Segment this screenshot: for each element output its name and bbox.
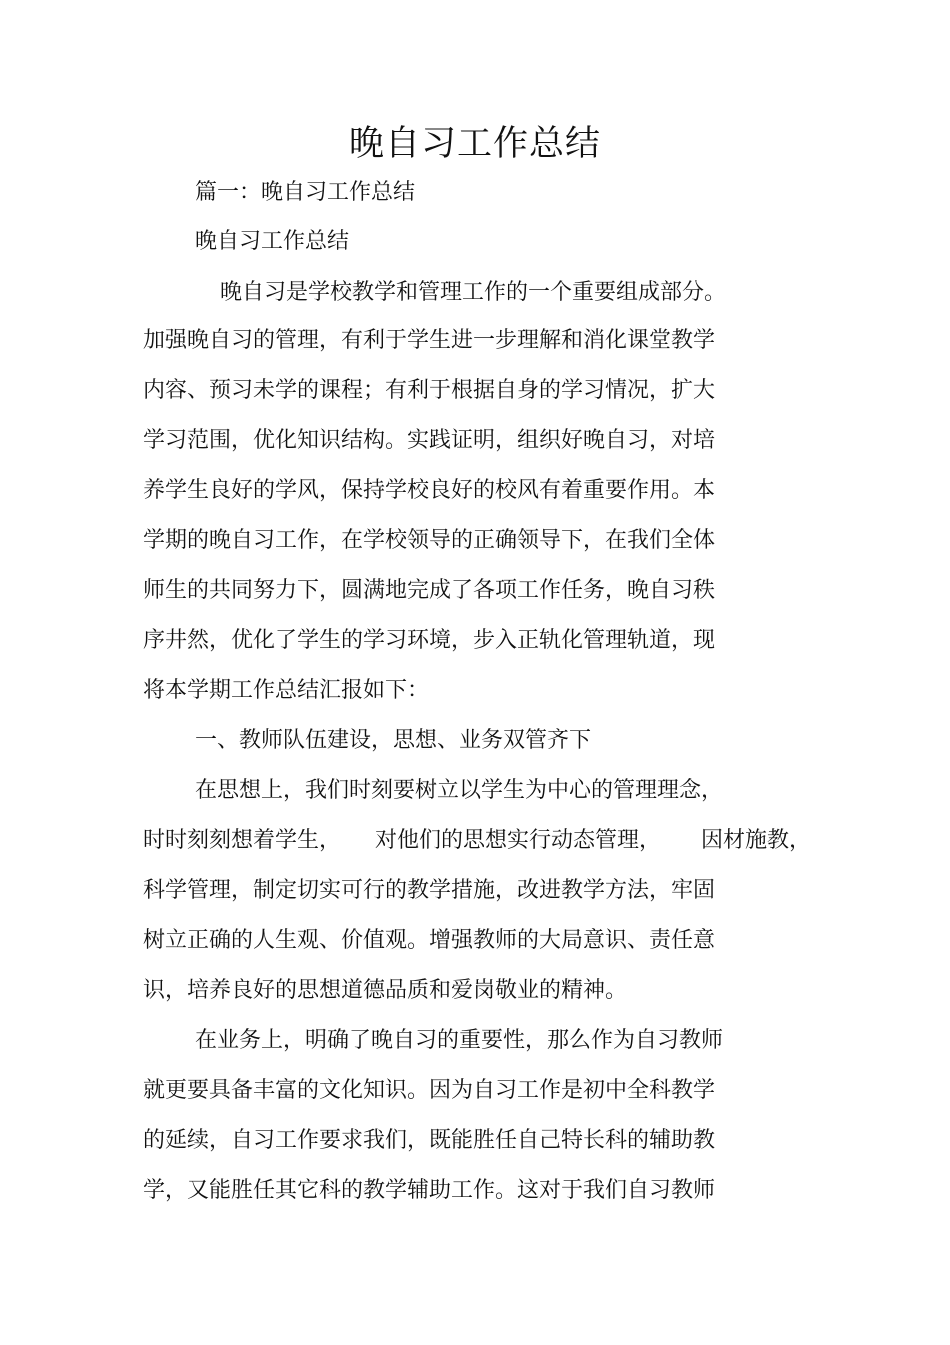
subtitle-line-2: 晚自习工作总结 [195, 229, 350, 254]
document-title: 晚自习工作总结 [348, 124, 601, 164]
paragraph-line: 学，又能胜任其它科的教学辅助工作。这对于我们自习教师 [143, 1178, 716, 1203]
section-heading: 一、教师队伍建设，思想、业务双管齐下 [195, 728, 592, 753]
paragraph-line: 养学生良好的学风，保持学校良好的校风有着重要作用。本 [143, 478, 716, 503]
paragraph-line-part: 对他们的思想实行动态管理， [375, 828, 662, 853]
paragraph-line-part: 时时刻刻想着学生， [143, 828, 342, 853]
paragraph-line: 就更要具备丰富的文化知识。因为自习工作是初中全科教学 [143, 1078, 716, 1103]
paragraph-line: 在思想上，我们时刻要树立以学生为中心的管理理念， [195, 778, 724, 803]
paragraph-line: 晚自习是学校教学和管理工作的一个重要组成部分。 [220, 280, 727, 305]
paragraph-line: 树立正确的人生观、价值观。增强教师的大局意识、责任意 [143, 928, 716, 953]
paragraph-line: 师生的共同努力下，圆满地完成了各项工作任务，晚自习秩 [143, 578, 716, 603]
paragraph-line: 识，培养良好的思想道德品质和爱岗敬业的精神。 [143, 978, 628, 1003]
paragraph-line: 在业务上，明确了晚自习的重要性，那么作为自习教师 [195, 1028, 724, 1053]
paragraph-line: 序井然，优化了学生的学习环境，步入正轨化管理轨道，现 [143, 628, 716, 653]
paragraph-line: 科学管理，制定切实可行的教学措施，改进教学方法，牢固 [143, 878, 716, 903]
subtitle-line-1: 篇一：晚自习工作总结 [195, 180, 416, 205]
paragraph-line: 加强晚自习的管理，有利于学生进一步理解和消化课堂教学 [143, 328, 716, 353]
paragraph-line-part: 因材施教， [701, 828, 812, 853]
paragraph-line: 学习范围，优化知识结构。实践证明，组织好晚自习，对培 [143, 428, 716, 453]
paragraph-line: 将本学期工作总结汇报如下： [143, 678, 430, 703]
paragraph-line: 学期的晚自习工作，在学校领导的正确领导下，在我们全体 [143, 528, 716, 553]
paragraph-line: 内容、预习未学的课程；有利于根据自身的学习情况，扩大 [143, 378, 716, 403]
paragraph-line: 的延续，自习工作要求我们，既能胜任自己特长科的辅助教 [143, 1128, 716, 1153]
paragraph-line-split [143, 826, 811, 856]
